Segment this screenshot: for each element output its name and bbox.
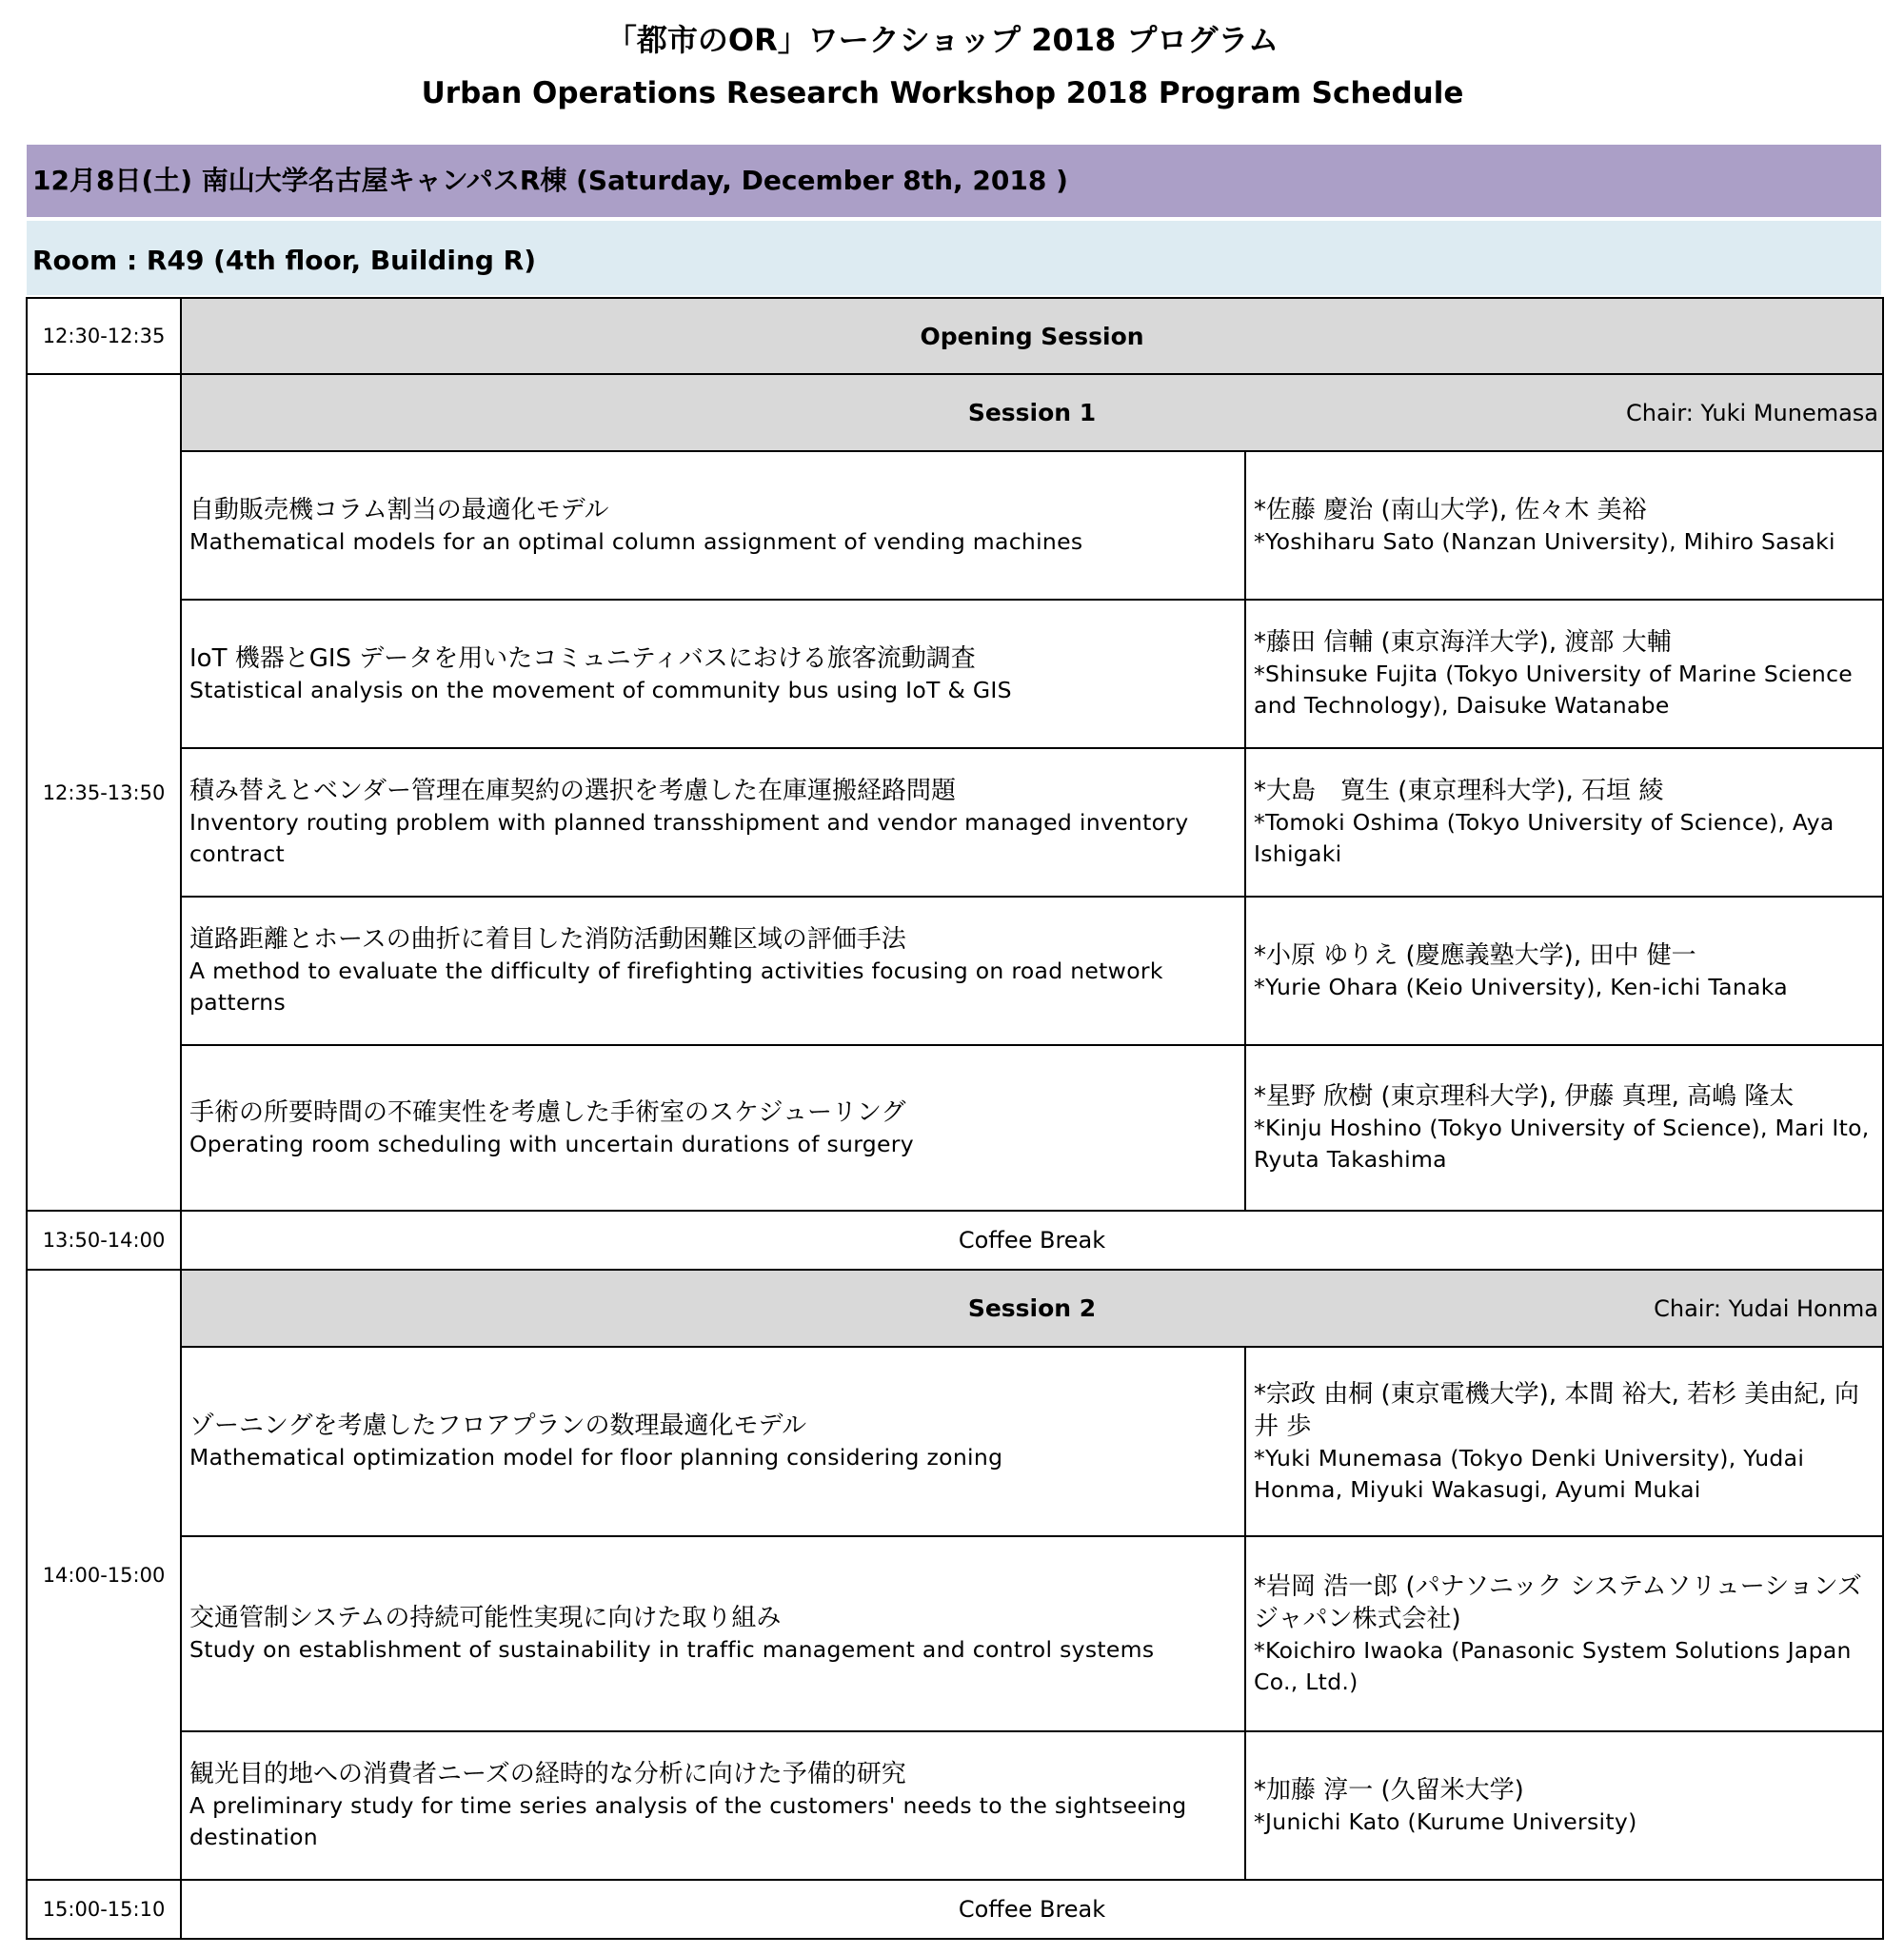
page-title-en: Urban Operations Research Workshop 2018 Program Schedule	[421, 76, 1464, 110]
authors-en: *Tomoki Oshima (Tokyo University of Science), Aya Ishigaki	[1254, 809, 1835, 867]
session-chair: Chair: Yudai Honma	[1654, 1295, 1879, 1322]
schedule-table	[26, 297, 1884, 1940]
time-slot: 13:50-14:00	[27, 1211, 181, 1270]
paper-authors-cell	[1245, 451, 1883, 600]
authors-en: *Yurie Ohara (Keio University), Ken-ichi Tanaka	[1254, 973, 1788, 1000]
opening-session-label: Opening Session	[181, 298, 1883, 374]
authors-jp: *星野 欣樹 (東京理科大学), 伊藤 真理, 高嶋 隆太	[1254, 1082, 1795, 1111]
paper-title-cell	[181, 1536, 1245, 1731]
paper-title-en: Statistical analysis on the movement of community bus using IoT & GIS	[189, 676, 1012, 703]
paper-title-en: Inventory routing problem with planned transshipment and vendor managed inventory contract	[189, 809, 1189, 867]
paper-title-jp: ゾーニングを考慮したフロアプランの数理最適化モデル	[189, 1412, 807, 1440]
date-venue-header: 12月8日(土) 南山大学名古屋キャンパスR棟 (Saturday, December 8th, 2018 )	[27, 145, 1881, 217]
authors-jp: *宗政 由桐 (東京電機大学), 本間 裕大, 若杉 美由紀, 向井 歩	[1254, 1379, 1859, 1441]
break-row	[27, 1880, 1883, 1939]
paper-row	[27, 1045, 1883, 1211]
paper-row	[27, 748, 1883, 897]
session-2-header	[181, 1270, 1883, 1347]
authors-en: *Yoshiharu Sato (Nanzan University), Mihiro Sasaki	[1254, 527, 1835, 555]
time-slot: 15:00-15:10	[27, 1880, 181, 1939]
paper-title-cell	[181, 748, 1245, 897]
session-header-row	[27, 1270, 1883, 1347]
session-name: Session 1	[967, 399, 1097, 426]
paper-authors-cell	[1245, 1731, 1883, 1880]
coffee-break-label: Coffee Break	[181, 1211, 1883, 1270]
paper-title-en: Operating room scheduling with uncertain durations of surgery	[189, 1130, 914, 1157]
page-title-jp: 「都市のOR」ワークショップ 2018 プログラム	[605, 22, 1279, 58]
paper-title-jp: 手術の所要時間の不確実性を考慮した手術室のスケジューリング	[189, 1097, 906, 1127]
paper-row	[27, 1347, 1883, 1536]
authors-en: *Kinju Hoshino (Tokyo University of Science), Mari Ito, Ryuta Takashima	[1254, 1115, 1870, 1173]
authors-jp: *岩岡 浩一郎 (パナソニック システムソリューションズジャパン株式会社)	[1254, 1571, 1862, 1633]
paper-title-cell	[181, 1347, 1245, 1536]
break-row	[27, 1211, 1883, 1270]
authors-jp: *佐藤 慶治 (南山大学), 佐々木 美裕	[1254, 495, 1647, 524]
authors-jp: *藤田 信輔 (東京海洋大学), 渡部 大輔	[1254, 628, 1672, 657]
paper-title-en: Mathematical models for an optimal column assignment of vending machines	[189, 527, 1083, 555]
paper-row	[27, 1536, 1883, 1731]
paper-title-en: A method to evaluate the difficulty of firefighting activities focusing on road network patterns	[189, 958, 1163, 1016]
time-slot: 12:30-12:35	[27, 298, 181, 374]
paper-title-jp: 道路距離とホースの曲折に着目した消防活動困難区域の評価手法	[189, 925, 906, 954]
authors-en: *Shinsuke Fujita (Tokyo University of Marine Science and Technology), Daisuke Watanabe	[1254, 661, 1854, 719]
room-header: Room : R49 (4th floor, Building R)	[27, 221, 1881, 295]
paper-authors-cell	[1245, 1347, 1883, 1536]
coffee-break-label: Coffee Break	[181, 1880, 1883, 1939]
paper-title-en: Study on establishment of sustainability in traffic management and control systems	[189, 1636, 1155, 1663]
authors-jp: *大島 寛生 (東京理科大学), 石垣 綾	[1254, 777, 1664, 805]
paper-row	[27, 600, 1883, 748]
session-name: Session 2	[967, 1294, 1097, 1322]
paper-authors-cell	[1245, 748, 1883, 897]
paper-row	[27, 451, 1883, 600]
paper-title-jp: 交通管制システムの持続可能性実現に向けた取り組み	[189, 1604, 782, 1632]
authors-en: *Koichiro Iwaoka (Panasonic System Solutions Japan Co., Ltd.)	[1254, 1636, 1852, 1695]
paper-authors-cell	[1245, 1536, 1883, 1731]
paper-title-en: A preliminary study for time series analysis of the customers' needs to the sightseeing destination	[189, 1792, 1187, 1850]
paper-title-jp: 自動販売機コラム割当の最適化モデル	[189, 495, 609, 524]
paper-authors-cell	[1245, 1045, 1883, 1211]
authors-jp: *加藤 淳一 (久留米大学)	[1254, 1775, 1524, 1805]
session-header-row	[27, 374, 1883, 451]
paper-authors-cell	[1245, 600, 1883, 748]
paper-title-jp: 観光目的地への消費者ニーズの経時的な分析に向けた予備的研究	[189, 1760, 906, 1788]
authors-jp: *小原 ゆりえ (慶應義塾大学), 田中 健一	[1254, 940, 1696, 970]
opening-row	[27, 298, 1883, 374]
paper-row	[27, 1731, 1883, 1880]
paper-title-jp: 積み替えとベンダー管理在庫契約の選択を考慮した在庫運搬経路問題	[189, 777, 956, 805]
session-chair: Chair: Yuki Munemasa	[1626, 400, 1879, 426]
paper-title-cell	[181, 451, 1245, 600]
time-slot: 12:35-13:50	[27, 374, 181, 1211]
time-slot: 14:00-15:00	[27, 1270, 181, 1880]
paper-title-en: Mathematical optimization model for floor planning considering zoning	[189, 1444, 1003, 1471]
paper-title-jp: IoT 機器とGIS データを用いたコミュニティバスにおける旅客流動調査	[189, 643, 976, 673]
session-1-header	[181, 374, 1883, 451]
paper-title-cell	[181, 600, 1245, 748]
paper-title-cell	[181, 897, 1245, 1045]
paper-title-cell	[181, 1045, 1245, 1211]
paper-authors-cell	[1245, 897, 1883, 1045]
paper-title-cell	[181, 1731, 1245, 1880]
authors-en: *Junichi Kato (Kurume University)	[1254, 1807, 1637, 1835]
authors-en: *Yuki Munemasa (Tokyo Denki University), Yudai Honma, Miyuki Wakasugi, Ayumi Mukai	[1254, 1444, 1805, 1503]
paper-row	[27, 897, 1883, 1045]
